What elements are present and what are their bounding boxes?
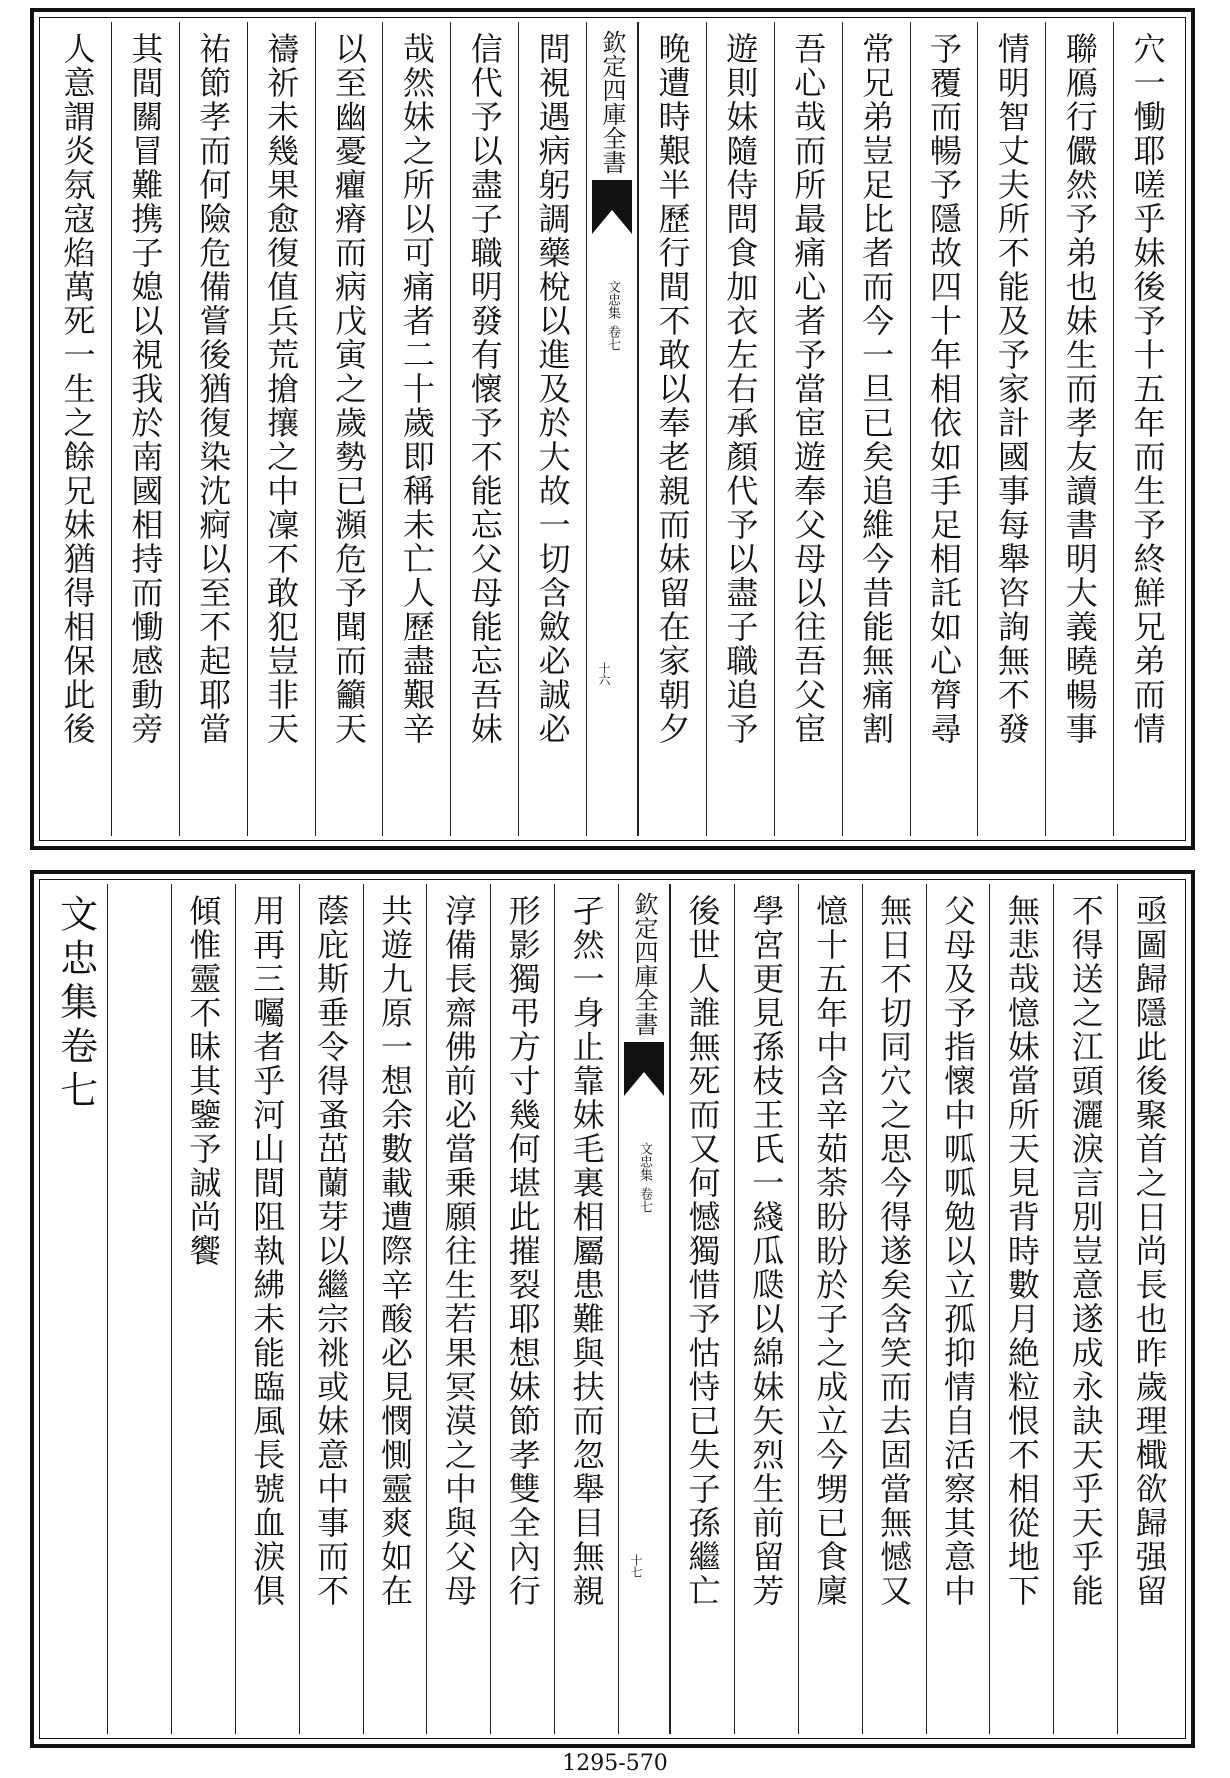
- text-column: [554, 884, 618, 1734]
- text-column: [926, 884, 990, 1734]
- text-column: [1117, 884, 1181, 1734]
- text-column: [315, 22, 383, 836]
- collection-label: 文忠集: [605, 280, 620, 319]
- text-column: [299, 884, 363, 1734]
- column-text: 蔭庇斯垂令得蚤茁蘭芽以繼宗祧或妹意中事而不: [312, 894, 351, 1608]
- text-column: [518, 22, 586, 836]
- center-fold: [586, 22, 638, 836]
- text-column: [235, 884, 299, 1734]
- column-text: 孑然一身止靠妹毛裏相屬患難與扶而忽舉目無親: [567, 894, 606, 1608]
- column-text: 哉然妹之所以可痛者二十歲即稱未亡人歷盡艱辛: [397, 32, 436, 746]
- column-text: 無日不切同穴之思今得遂矣含笑而去固當無憾又: [875, 894, 914, 1608]
- column-text: 其間關冒難携子媳以視我於南國相持而慟感動旁: [126, 32, 165, 746]
- column-text: 聯鴈行儼然予弟也妹生而孝友讀書明大義曉暢事: [1060, 32, 1099, 746]
- text-column: [171, 884, 235, 1734]
- text-column: [107, 884, 171, 1734]
- text-column: [774, 22, 842, 836]
- page-number: 1295-570: [562, 1751, 668, 1776]
- colophon-title: 文忠集卷七: [53, 894, 98, 1114]
- text-column: [842, 22, 910, 836]
- volume-label: 卷七: [637, 1187, 652, 1213]
- column-text: 淳備長齋佛前必當乗願往生若果冥漠之中與父母: [439, 894, 478, 1608]
- column-text: 予覆而暢予隱故四十年相依如手足相託如心膂尋: [924, 32, 963, 746]
- text-column: [1045, 22, 1113, 836]
- column-text: 常兄弟豈足比者而今一旦已矣追維今昔能無痛割: [857, 32, 896, 746]
- text-column: [910, 22, 978, 836]
- column-text: 用再三囑者乎河山間阻執紼未能臨風長號血淚俱: [248, 894, 287, 1608]
- column-text: 形影獨弔方寸幾何堪此摧裂耶想妹節孝雙全內行: [503, 894, 542, 1608]
- column-text: 傾惟靈不昧其鑒予誠尚饗: [184, 894, 223, 1268]
- fish-tail-mark-icon: [624, 1042, 664, 1096]
- column-text: 人意謂炎氛寇焰萬死一生之餘兄妹猶得相保此後: [58, 32, 97, 746]
- text-column: [638, 22, 706, 836]
- column-text: 遊則妹隨侍問食加衣左右承顏代予以盡子職追予: [721, 32, 760, 746]
- column-text: 祐節孝而何險危備嘗後猶復染沈痾以至不起耶當: [194, 32, 233, 746]
- text-column: [450, 22, 518, 836]
- column-text: 不得送之江頭灑淚言別豈意遂成永訣天乎天乎能: [1066, 894, 1105, 1608]
- text-column: [111, 22, 179, 836]
- column-text: 學宮更見孫枝王氏一綫瓜瓞以綿妹矢烈生前留芳: [747, 894, 786, 1608]
- column-text: 憶十五年中含辛茹荼盼盼於子之成立今甥已食廩: [811, 894, 850, 1608]
- text-column: [798, 884, 862, 1734]
- text-column: [44, 22, 111, 836]
- collection-label: 文忠集: [637, 1142, 652, 1181]
- text-column: [1113, 22, 1181, 836]
- book-title: 欽定四庫全書: [598, 30, 626, 174]
- column-text: 問視遇病躬調藥梲以進及於大故一切含斂必誠必: [533, 32, 572, 746]
- text-column: [382, 22, 450, 836]
- top-columns: [44, 22, 1181, 836]
- text-column: [734, 884, 798, 1734]
- text-column: [179, 22, 247, 836]
- top-page-panel: [30, 8, 1195, 850]
- column-text: 晚遭時艱半歷行間不敢以奉老親而妹留在家朝夕: [653, 32, 692, 746]
- column-text: 吾心哉而所最痛心者予當宦遊奉父母以往吾父宦: [789, 32, 828, 746]
- column-text: 父母及予指懷中呱呱勉以立孤抑情自活察其意中: [938, 894, 977, 1608]
- text-column: [426, 884, 490, 1734]
- volume-label: 卷七: [605, 325, 620, 351]
- column-text: 情明智丈夫所不能及予家計國事每舉咨詢無不發: [992, 32, 1031, 746]
- text-column: [989, 884, 1053, 1734]
- column-text: 亟圖歸隱此後聚首之日尚長也昨歲理檝欲歸强留: [1130, 894, 1169, 1608]
- column-text: 穴一慟耶嗟乎妹後予十五年而生予終鮮兄弟而情: [1128, 32, 1167, 746]
- text-column: [247, 22, 315, 836]
- bottom-columns: [44, 884, 1181, 1734]
- column-text: 信代予以盡子職明發有懷予不能忘父母能忘吾妹: [465, 32, 504, 746]
- leaf-number: 十六: [597, 662, 611, 686]
- column-text: 共遊九原一想余數載遭際辛酸必見憫惻靈爽如在: [375, 894, 414, 1608]
- column-text: 無悲哉憶妹當所天見背時數月絶粒恨不相從地下: [1002, 894, 1041, 1608]
- text-column: [977, 22, 1045, 836]
- colophon-column: [44, 884, 107, 1734]
- text-column: [1053, 884, 1117, 1734]
- center-fold: [618, 884, 670, 1734]
- column-text: 以至幽憂癯瘠而病戊寅之歲勢已瀕危予聞而籲天: [329, 32, 368, 746]
- text-column: [363, 884, 427, 1734]
- text-column: [670, 884, 734, 1734]
- bottom-page-panel: [30, 870, 1195, 1748]
- column-text: 禱祈未幾果愈復值兵荒搶攘之中凜不敢犯豈非天: [262, 32, 301, 746]
- book-title: 欽定四庫全書: [630, 892, 658, 1036]
- text-column: [490, 884, 554, 1734]
- text-column: [862, 884, 926, 1734]
- column-text: 後世人誰無死而又何憾獨惜予怙恃已失子孫繼亡: [683, 894, 722, 1608]
- fish-tail-mark-icon: [592, 180, 632, 234]
- text-column: [706, 22, 774, 836]
- leaf-number: 十七: [629, 1554, 643, 1578]
